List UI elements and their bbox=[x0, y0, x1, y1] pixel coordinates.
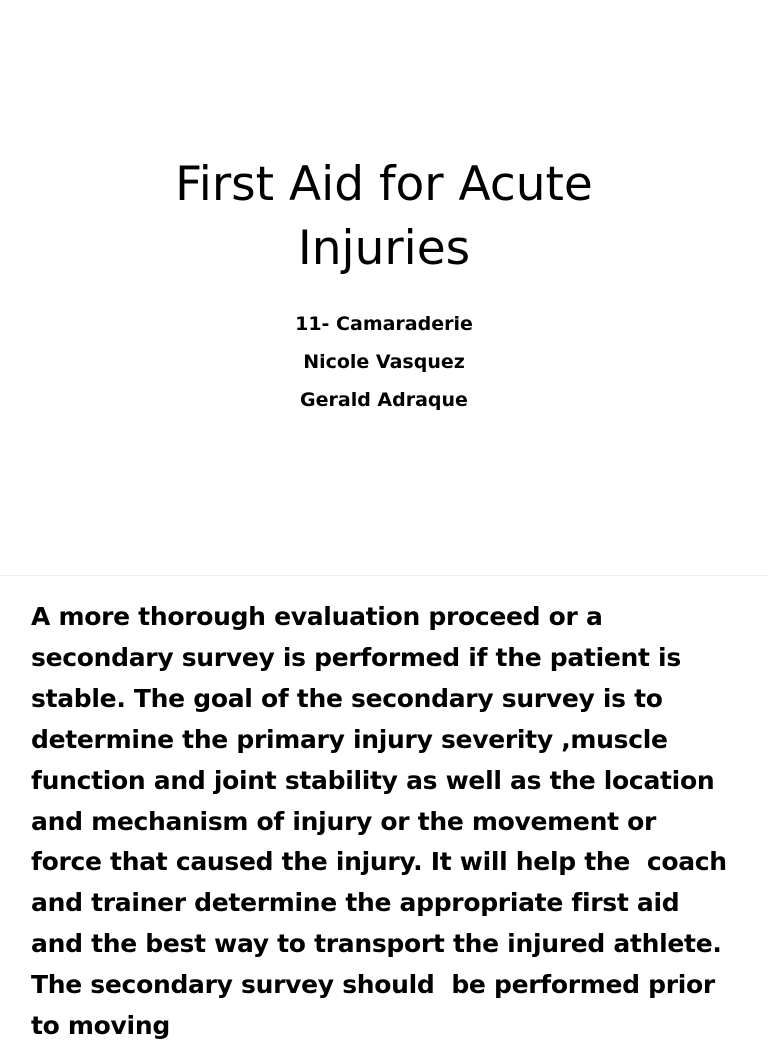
body-line: The secondary survey should be performed prior bbox=[31, 970, 715, 1000]
content-slide bbox=[0, 576, 768, 1041]
body-line: function and joint stability as well as the location bbox=[31, 765, 715, 795]
body-line: force that caused the injury. It will help the coach bbox=[31, 847, 727, 877]
section-label: 11- Camaraderie bbox=[295, 313, 473, 335]
body-line: to moving bbox=[31, 1011, 170, 1041]
author-name: Gerald Adraque bbox=[300, 389, 468, 411]
body-line: and the best way to transport the injured athlete. bbox=[31, 929, 722, 959]
slide-subtitle bbox=[0, 305, 768, 419]
body-line: and mechanism of injury or the movement or bbox=[31, 806, 657, 836]
slide-title bbox=[0, 153, 768, 281]
body-line: determine the primary injury severity ,muscle bbox=[31, 724, 668, 754]
author-name: Nicole Vasquez bbox=[303, 351, 465, 373]
body-paragraph bbox=[31, 597, 766, 1047]
body-line: stable. The goal of the secondary survey is to bbox=[31, 683, 663, 713]
title-line-2: Injuries bbox=[297, 221, 471, 276]
title-line-1: First Aid for Acute bbox=[175, 157, 593, 212]
body-line: secondary survey is performed if the patient is bbox=[31, 642, 681, 672]
body-line: and trainer determine the appropriate first aid bbox=[31, 888, 680, 918]
body-line: A more thorough evaluation proceed or a bbox=[31, 602, 603, 631]
